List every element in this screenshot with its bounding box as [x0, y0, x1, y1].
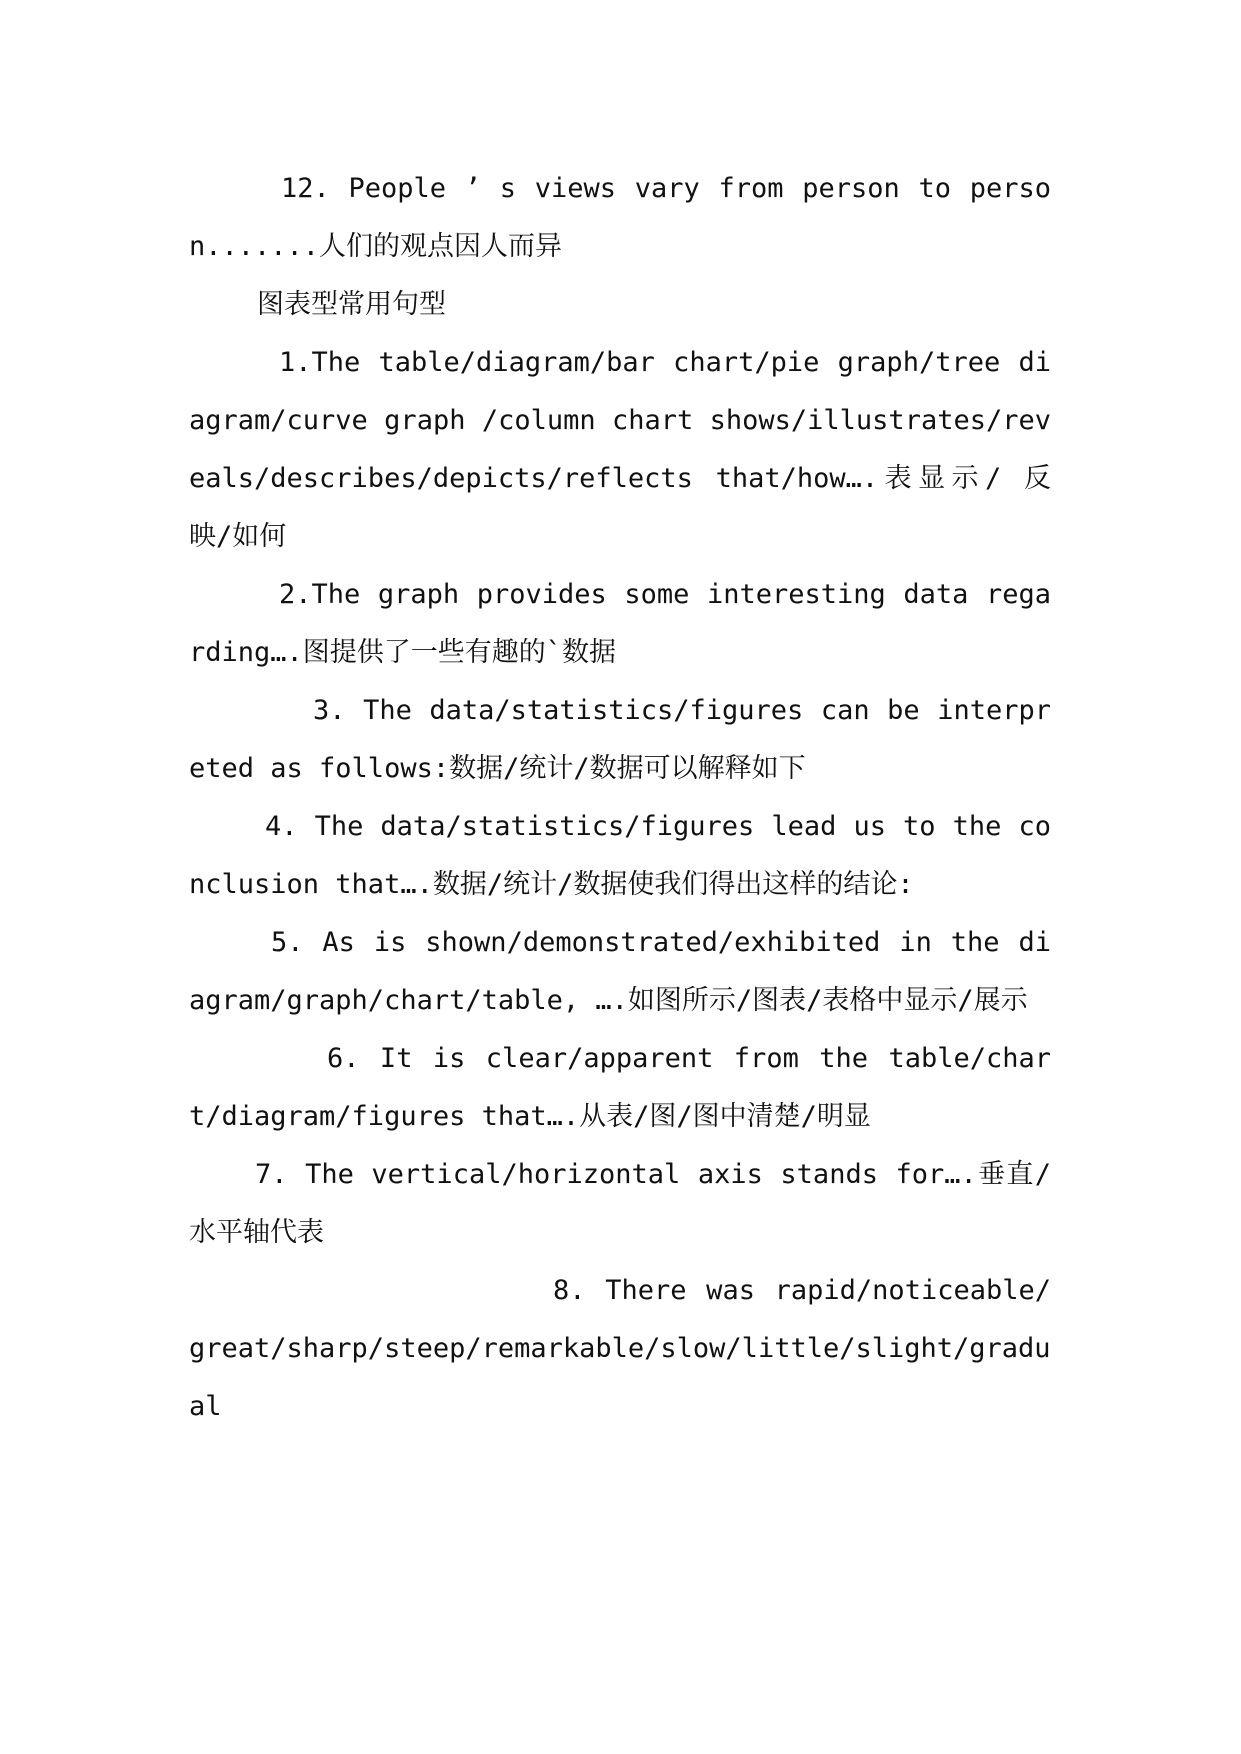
pattern-item-5: 5. As is shown/demonstrated/exhibited in the diagram/graph/chart/table, ….如图所示/图表/表格中显示/展示	[189, 927, 1051, 1016]
pattern-item-2: 2.The graph provides some interesting data regarding….图提供了一些有趣的`数据	[189, 579, 1051, 668]
intro-paragraph: 12. People ’ s views vary from person to person.......人们的观点因人而异	[189, 173, 1051, 262]
pattern-item-7: 7. The vertical/horizontal axis stands for….垂直/水平轴代表	[189, 1159, 1051, 1248]
section-heading: 图表型常用句型	[257, 289, 446, 320]
pattern-item-1: 1.The table/diagram/bar chart/pie graph/tree diagram/curve graph /column chart shows/illustrates/reveals/describes/depicts/reflects that/how….表显示/ 反映/如何	[189, 347, 1051, 552]
pattern-item-8: 8. There was rapid/noticeable/great/sharp/steep/remarkable/slow/little/slight/gradual	[189, 1275, 1051, 1422]
pattern-item-3: 3. The data/statistics/figures can be interpreted as follows:数据/统计/数据可以解释如下	[189, 695, 1051, 784]
pattern-item-4: 4. The data/statistics/figures lead us to the conclusion that….数据/统计/数据使我们得出这样的结论:	[189, 811, 1051, 900]
document-page	[189, 160, 1051, 1436]
pattern-item-6: 6. It is clear/apparent from the table/chart/diagram/figures that….从表/图/图中清楚/明显	[189, 1043, 1051, 1132]
